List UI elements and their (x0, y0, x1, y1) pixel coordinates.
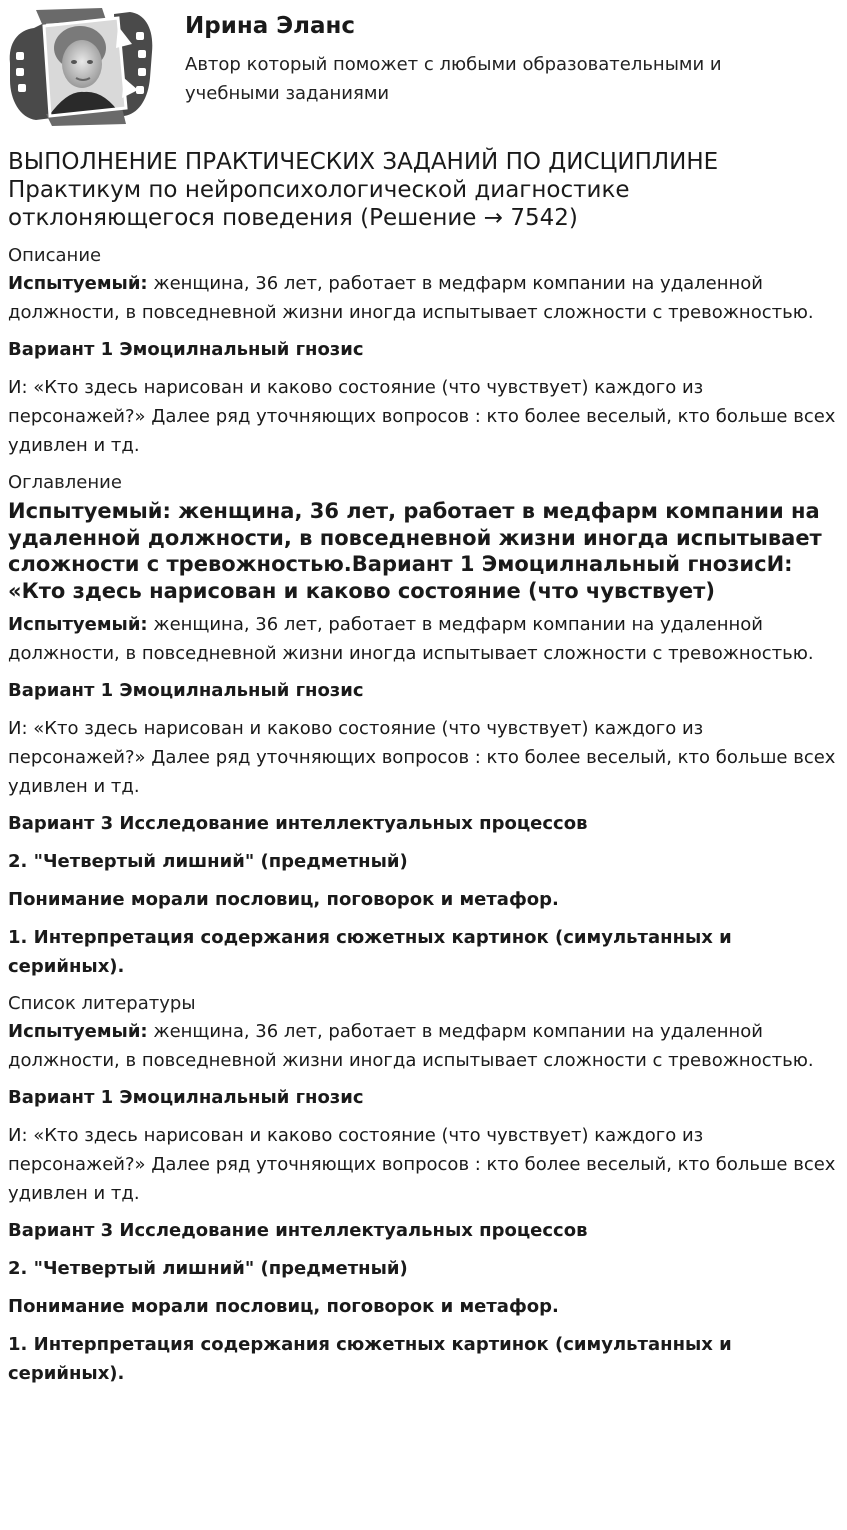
question-paragraph: И: «Кто здесь нарисован и каково состояние (что чувствует) каждого из персонажей?» Далее ряд уточняющих вопросов : кто более веселый, кто больше всех удивлен и тд. (8, 1125, 836, 1204)
page-title: ВЫПОЛНЕНИЕ ПРАКТИЧЕСКИХ ЗАДАНИЙ ПО ДИСЦИПЛИНЕ Практикум по нейропсихологической диагностике отклоняющегося поведения (Решение → 7542) (8, 149, 719, 231)
avatar-image (6, 8, 156, 126)
variant1-heading: Вариант 1 Эмоцилнальный гнозис (8, 1087, 364, 1108)
item2-heading: 2. "Четвертый лишний" (предметный) (8, 851, 408, 872)
variant3-heading: Вариант 3 Исследование интеллектуальных процессов (8, 1220, 588, 1241)
author-description: Автор который поможет с любыми образовательными и учебными заданиями (185, 54, 722, 104)
section-label-description: Описание (8, 245, 102, 266)
subject-label: Испытуемый: (8, 273, 148, 294)
variant1-heading: Вариант 1 Эмоцилнальный гнозис (8, 680, 364, 701)
author-header (0, 0, 847, 140)
subject-text: женщина, 36 лет, работает в медфарм компании на удаленной должности, в повседневной жизни иногда испытывает сложности с тревожностью. (8, 614, 814, 664)
proverbs-heading: Понимание морали пословиц, поговорок и метафор. (8, 1296, 559, 1317)
subject-text: женщина, 36 лет, работает в медфарм компании на удаленной должности, в повседневной жизни иногда испытывает сложности с тревожностью. (8, 273, 814, 323)
subject-paragraph (8, 610, 838, 668)
subject-paragraph (8, 1017, 838, 1075)
subject-label: Испытуемый: (8, 1021, 148, 1042)
proverbs-heading: Понимание морали пословиц, поговорок и метафор. (8, 889, 559, 910)
author-avatar[interactable] (6, 8, 156, 126)
item2-heading: 2. "Четвертый лишний" (предметный) (8, 1258, 408, 1279)
toc-heading: Испытуемый: женщина, 36 лет, работает в медфарм компании на удаленной должности, в повседневной жизни иногда испытывает сложности с тревожностью.Вариант 1 Эмоцилнальный гнозисИ: «Кто здесь нарисован и каково состояние (что чувствует) (8, 499, 822, 603)
variant1-heading: Вариант 1 Эмоцилнальный гнозис (8, 339, 364, 360)
variant3-heading: Вариант 3 Исследование интеллектуальных процессов (8, 813, 588, 834)
question-paragraph: И: «Кто здесь нарисован и каково состояние (что чувствует) каждого из персонажей?» Далее ряд уточняющих вопросов : кто более веселый, кто больше всех удивлен и тд. (8, 718, 836, 797)
author-name[interactable]: Ирина Эланс (185, 13, 356, 39)
subject-paragraph (8, 269, 838, 327)
subject-text: женщина, 36 лет, работает в медфарм компании на удаленной должности, в повседневной жизни иногда испытывает сложности с тревожностью. (8, 1021, 814, 1071)
item1-heading: 1. Интерпретация содержания сюжетных картинок (симультанных и серийных). (8, 927, 732, 977)
question-paragraph: И: «Кто здесь нарисован и каково состояние (что чувствует) каждого из персонажей?» Далее ряд уточняющих вопросов : кто более веселый, кто больше всех удивлен и тд. (8, 377, 836, 456)
document-body (8, 148, 838, 1397)
item1-heading: 1. Интерпретация содержания сюжетных картинок (симультанных и серийных). (8, 1334, 732, 1384)
subject-label: Испытуемый: (8, 614, 148, 635)
section-label-toc: Оглавление (8, 472, 122, 493)
section-label-literature: Список литературы (8, 993, 196, 1014)
